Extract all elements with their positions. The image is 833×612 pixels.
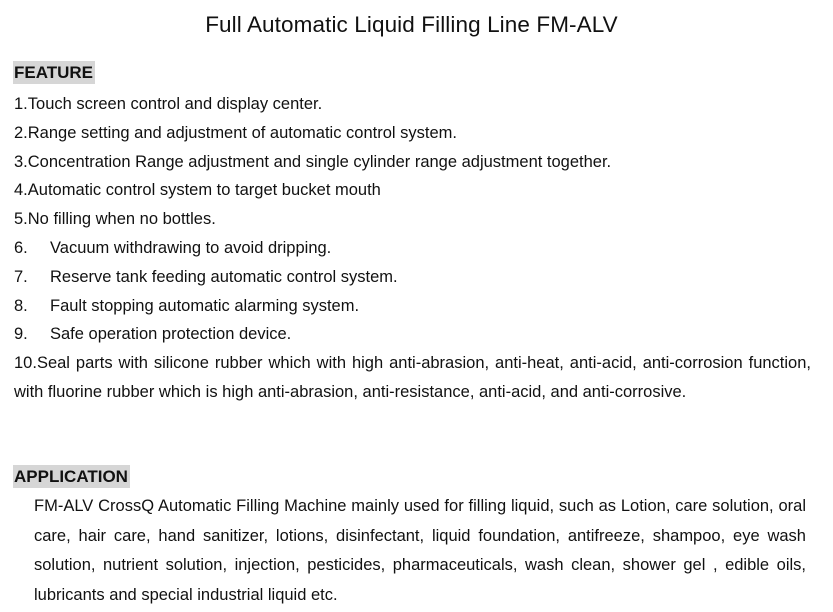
feature-item-number: 6.: [14, 238, 28, 257]
feature-item-number: 8.: [14, 296, 28, 315]
feature-item-1: [14, 90, 811, 119]
feature-item-text: Safe operation protection device.: [50, 325, 292, 344]
feature-item-4: [14, 176, 811, 205]
feature-item-text: No filling when no bottles.: [27, 210, 216, 229]
feature-item-7: [14, 263, 811, 292]
document-title: Full Automatic Liquid Filling Line FM-ALV: [205, 12, 618, 37]
feature-item-number: 4.: [14, 181, 28, 200]
application-paragraph: FM-ALV CrossQ Automatic Filling Machine mainly used for filling liquid, such as Lotion, care solution, oral care, hair care, hand sanitizer, lotions, disinfectant, liquid foundation, antifreeze, shampoo, eye wash solution, nutrient solution, injection, pesticides, pharmaceuticals, wash clean, shower gel , edible oils, lubricants and special industrial liquid etc.: [34, 497, 806, 604]
feature-item-2: [14, 119, 811, 148]
feature-item-text: Concentration Range adjustment and single cylinder range adjustment together.: [27, 152, 612, 171]
feature-item-text: Range setting and adjustment of automatic control system.: [27, 123, 457, 142]
feature-item-number: 10.: [14, 354, 37, 373]
feature-item-number: 1.: [14, 95, 28, 113]
feature-item-text: Vacuum withdrawing to avoid dripping.: [50, 238, 332, 257]
feature-heading: FEATURE: [14, 63, 94, 82]
feature-item-number: 5.: [14, 210, 28, 229]
feature-item-8: [14, 292, 811, 321]
feature-item-9: [14, 320, 811, 349]
feature-item-10: [14, 349, 811, 407]
feature-item-text: Reserve tank feeding automatic control system.: [50, 267, 398, 286]
feature-item-text: Fault stopping automatic alarming system.: [50, 296, 360, 315]
feature-list: [14, 90, 811, 407]
feature-item-number: 7.: [14, 267, 28, 286]
feature-item-5: [14, 205, 811, 234]
feature-item-number: 2.: [14, 123, 28, 142]
feature-item-text: Seal parts with silicone rubber which with high anti-abrasion, anti-heat, anti-acid, anti-corrosion function, with fluorine rubber which is high anti-abrasion, anti-resistance, anti-acid, and anti-corrosive.: [14, 354, 811, 401]
feature-item-text: Touch screen control and display center.: [27, 95, 323, 113]
application-heading: APPLICATION: [14, 467, 128, 486]
feature-item-text: Automatic control system to target bucket mouth: [27, 181, 381, 200]
feature-item-6: [14, 234, 811, 263]
feature-item-number: 3.: [14, 152, 28, 171]
feature-item-3: [14, 148, 811, 177]
feature-item-number: 9.: [14, 325, 28, 344]
